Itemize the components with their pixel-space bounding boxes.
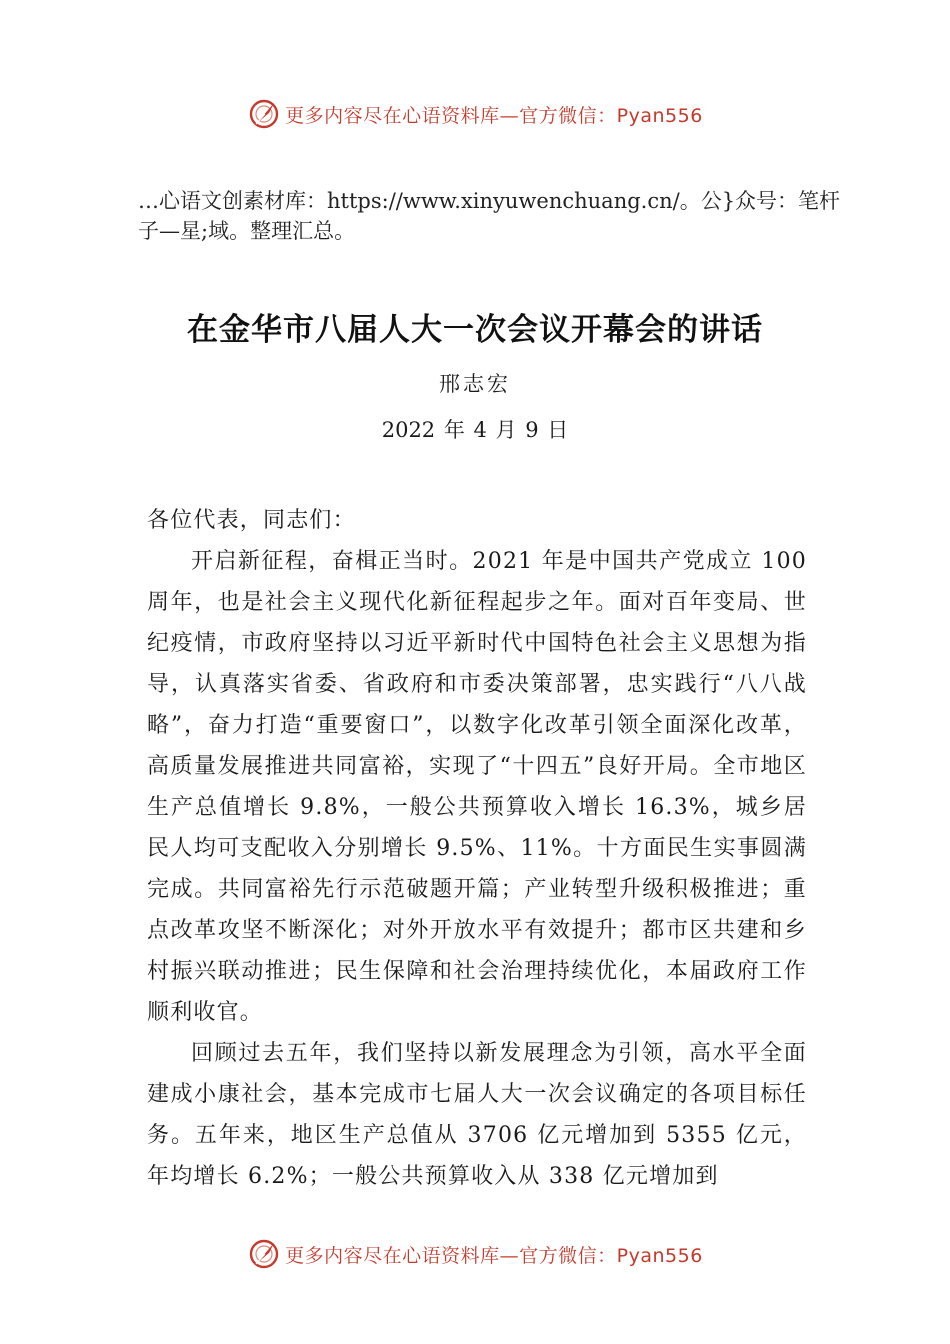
banner-text <box>285 101 703 128</box>
document-title: 在金华市八届人大一次会议开幕会的讲话 <box>187 312 763 348</box>
banner-message: 更多内容尽在心语资料库—官方微信： <box>285 1244 617 1267</box>
header-banner <box>0 94 950 134</box>
source-note: …心语文创素材库：https://www.xinyuwenchuang.cn/。公}众号：笔杆子—星;域。整理汇总。 <box>138 189 841 243</box>
wechat-handle: Pyan556 <box>616 1244 703 1267</box>
wechat-handle: Pyan556 <box>616 104 703 127</box>
document-body <box>147 500 807 1197</box>
quill-logo-icon <box>247 97 281 131</box>
footer-banner <box>0 1234 950 1274</box>
banner-text <box>285 1241 703 1268</box>
quill-logo-icon <box>247 1237 281 1271</box>
banner-message: 更多内容尽在心语资料库—官方微信： <box>285 104 617 127</box>
salutation: 各位代表，同志们： <box>147 508 356 533</box>
paragraph: 开启新征程，奋楫正当时。2021 年是中国共产党成立 100 周年，也是社会主义现代化新征程起步之年。面对百年变局、世纪疫情，市政府坚持以习近平新时代中国特色社会主义思想为指导，认真落实省委、省政府和市委决策部署，忠实践行“八八战略”，奋力打造“重要窗口”，以数字化改革引领全面深化改革，高质量发展推进共同富裕，实现了“十四五”良好开局。全市地区生产总值增长 9.8%，一般公共预算收入增长 16.3%，城乡居民人均可支配收入分别增长 9.5%、11%。十方面民生实事圆满完成。共同富裕先行示范破题开篇；产业转型升级积极推进；重点改革攻坚不断深化；对外开放水平有效提升；都市区共建和乡村振兴联动推进；民生保障和社会治理持续优化，本届政府工作顺利收官。 <box>147 549 807 1025</box>
document-author: 邢志宏 <box>439 372 511 396</box>
document-date: 2022 年 4 月 9 日 <box>381 418 569 442</box>
paragraph: 回顾过去五年，我们坚持以新发展理念为引领，高水平全面建成小康社会，基本完成市七届人大一次会议确定的各项目标任务。五年来，地区生产总值从 3706 亿元增加到 5355 亿元，年均增长 6.2%；一般公共预算收入从 338 亿元增加到 <box>147 1041 807 1189</box>
